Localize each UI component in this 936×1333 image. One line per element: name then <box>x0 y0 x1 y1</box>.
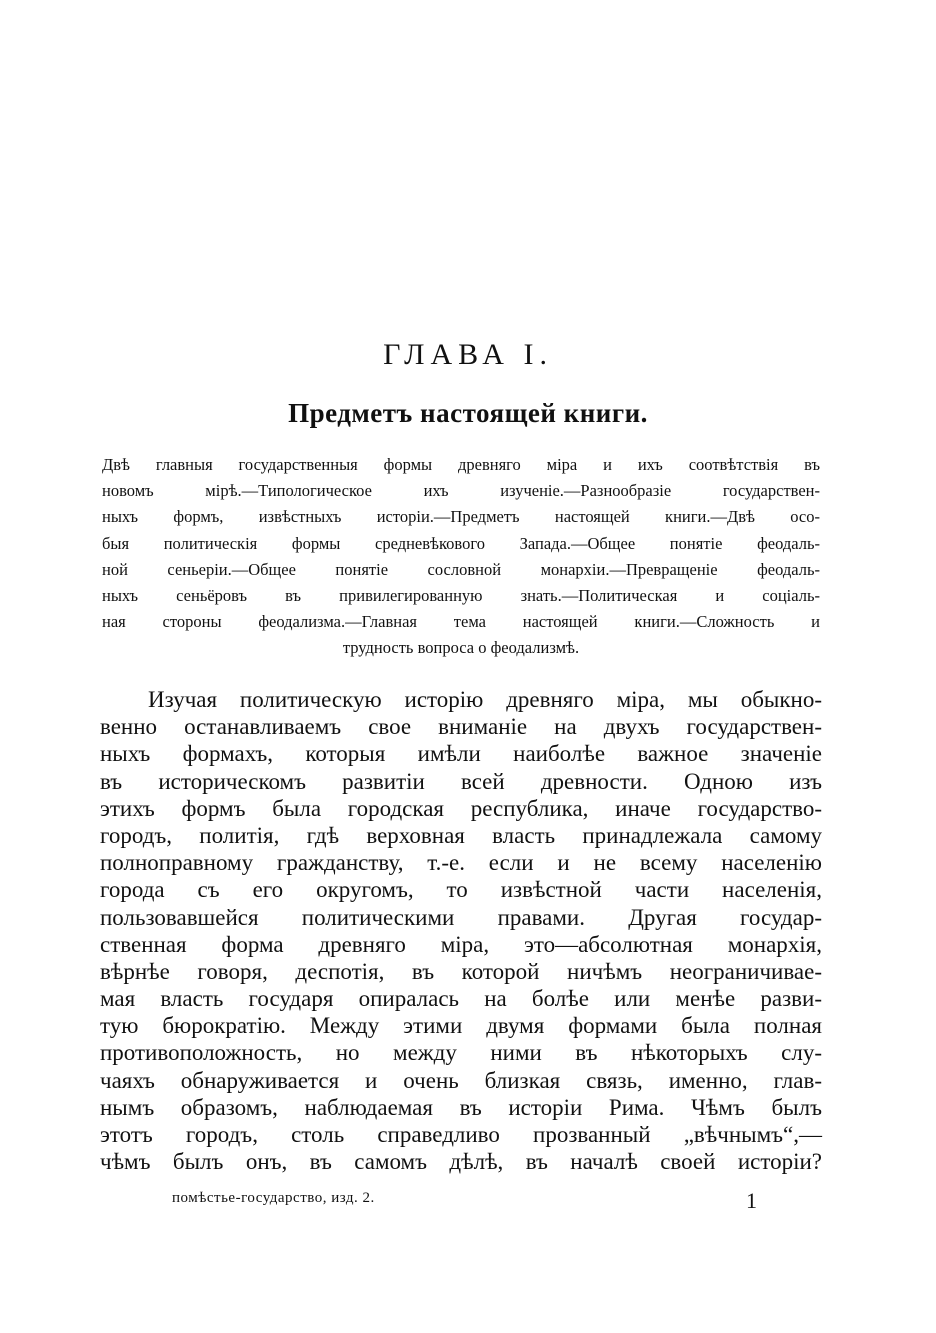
body-line: полноправному гражданству, т.-е. если и не всему населенію <box>100 850 822 876</box>
body-line: ныхъ формахъ, которыя имѣли наиболѣе важное значеніе <box>100 741 822 767</box>
chapter-summary <box>102 452 820 662</box>
body-line: города съ его округомъ, то извѣстной части населенія, <box>100 877 822 903</box>
body-line: противоположность, но между ними въ нѣкоторыхъ слу- <box>100 1040 822 1066</box>
summary-line: трудность вопроса о феодализмѣ. <box>342 638 580 658</box>
signature-mark: помѣстье-государство, изд. 2. <box>172 1190 375 1206</box>
summary-line: Двѣ главныя государственныя формы древняго міра и ихъ соотвѣтствія въ <box>102 455 820 474</box>
body-line: Изучая политическую исторію древняго міра, мы обыкно- <box>148 687 822 712</box>
body-line: пользовавшейся политическими правами. Другая государ- <box>100 904 822 930</box>
summary-line: ная стороны феодализма.—Главная тема настоящей книги.—Сложность и <box>102 612 820 632</box>
body-line: вѣрнѣе говоря, деспотія, въ которой ничѣмъ неограничивае- <box>100 958 822 984</box>
body-line: этотъ городъ, столь справедливо прозванный „вѣчнымъ“,— <box>100 1122 822 1147</box>
body-line: мая власть государя опиралась на болѣе или менѣе разви- <box>100 986 822 1012</box>
body-line: чаяхъ обнаруживается и очень близкая связь, именно, глав- <box>100 1067 822 1093</box>
summary-line: новомъ мірѣ.—Типологическое ихъ изученіе.—Разнообразіе государствен- <box>102 481 820 501</box>
body-line: городъ, политія, гдѣ верховная власть принадлежала самому <box>100 822 822 848</box>
body-line: тую бюрократію. Между этими двумя формами была полная <box>100 1013 822 1039</box>
chapter-heading: ГЛАВА I. <box>383 338 553 371</box>
body-line: этихъ формъ была городская республика, иначе государство- <box>100 795 822 821</box>
body-line: венно останавливаемъ свое вниманіе на двухъ государствен- <box>100 714 822 740</box>
chapter-title: Предметъ настоящей книги. <box>288 398 648 428</box>
summary-line: ныхъ формъ, извѣстныхъ исторіи.—Предметъ настоящей книги.—Двѣ осо- <box>102 507 820 527</box>
body-line: въ историческомъ развитіи всей древности. Одною изъ <box>100 768 822 794</box>
summary-line: быя политическія формы средневѣкового Запада.—Общее понятіе феодаль- <box>102 533 820 553</box>
body-line: нымъ образомъ, наблюдаемая въ исторіи Рима. Чѣмъ былъ <box>100 1094 822 1120</box>
summary-line: ныхъ сеньёровъ въ привилегированную знать.—Политическая и соціаль- <box>102 585 820 605</box>
body-line: ственная форма древняго міра, это—абсолютная монархія, <box>100 931 822 957</box>
body-line: чѣмъ былъ онъ, въ самомъ дѣлѣ, въ началѣ своей исторіи? <box>100 1149 822 1175</box>
page-number: 1 <box>746 1188 757 1213</box>
body-paragraph <box>100 686 822 1175</box>
summary-line: ной сеньеріи.—Общее понятіе сословной монархіи.—Превращеніе феодаль- <box>102 559 820 579</box>
